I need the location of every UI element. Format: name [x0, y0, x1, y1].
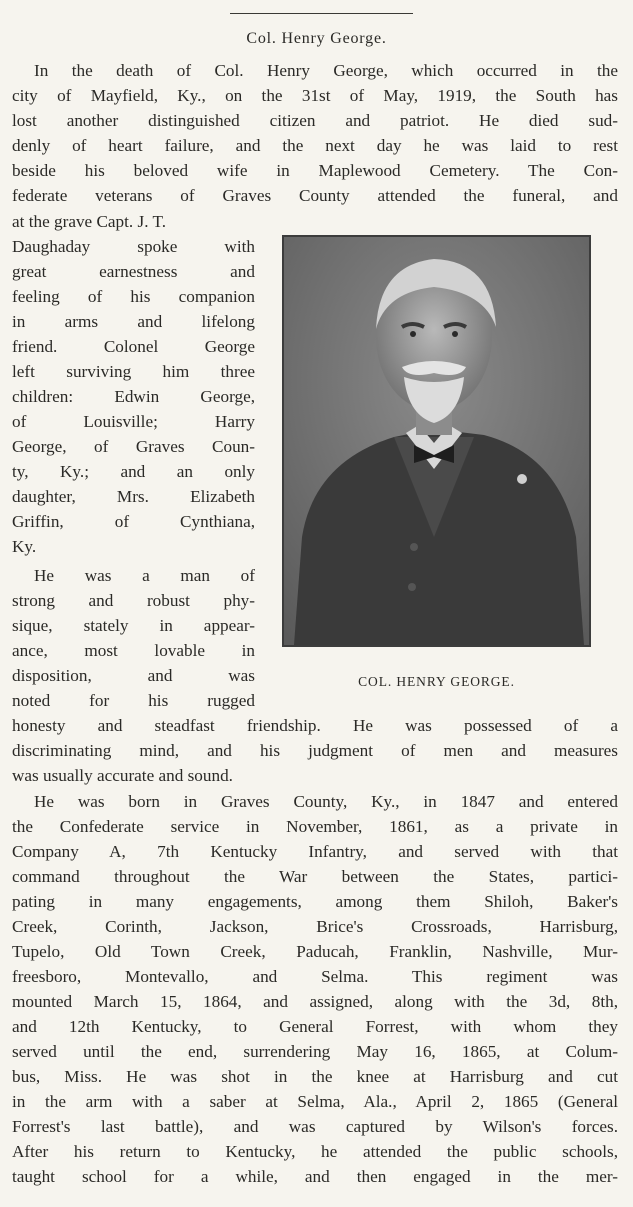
text-line: freesboro, Montevallo, and Selma. This regiment was	[12, 967, 618, 986]
text-line: served until the end, surrendering May 16, 1865, at Colum-	[12, 1042, 618, 1061]
text-line: Tupelo, Old Town Creek, Paducah, Franklin, Nashville, Mur-	[12, 942, 618, 961]
text-line: discriminating mind, and his judgment of men and measures	[12, 741, 618, 760]
text-line: disposition, and was	[12, 666, 255, 685]
text-line: Creek, Corinth, Jackson, Brice's Crossroads, Harrisburg,	[12, 917, 618, 936]
text-line: sique, stately in appear-	[12, 616, 255, 635]
text-line: ance, most lovable in	[12, 641, 255, 660]
photo-caption: COL. HENRY GEORGE.	[358, 674, 515, 689]
text-line: left surviving him three	[12, 362, 255, 381]
text-line: Ky.	[12, 537, 37, 556]
text-line: noted for his rugged	[12, 691, 255, 710]
text-line: city of Mayfield, Ky., on the 31st of May, 1919, the South has	[12, 86, 618, 105]
text-line: in the arm with a saber at Selma, Ala., April 2, 1865 (General	[12, 1092, 618, 1111]
text-line: Forrest's last battle), and was captured by Wilson's forces.	[12, 1117, 618, 1136]
text-line: daughter, Mrs. Elizabeth	[12, 487, 255, 506]
portrait-photo	[282, 235, 591, 647]
text-line: great earnestness and	[12, 262, 255, 281]
text-line: denly of heart failure, and the next day he was laid to rest	[12, 136, 618, 155]
text-line: friend. Colonel George	[12, 337, 255, 356]
text-line: bus, Miss. He was shot in the knee at Harrisburg and cut	[12, 1067, 618, 1086]
text-line: mounted March 15, 1864, and assigned, along with the 3d, 8th,	[12, 992, 618, 1011]
text-line: In the death of Col. Henry George, which occurred in the	[34, 61, 618, 80]
text-line: Company A, 7th Kentucky Infantry, and served with that	[12, 842, 618, 861]
text-line: in arms and lifelong	[12, 312, 255, 331]
text-line: was usually accurate and sound.	[12, 766, 233, 785]
article-title: Col. Henry George.	[246, 30, 387, 47]
text-line: taught school for a while, and then engaged in the mer-	[12, 1167, 618, 1186]
text-line: feeling of his companion	[12, 287, 255, 306]
text-line: lost another distinguished citizen and patriot. He died sud-	[12, 111, 618, 130]
text-line: After his return to Kentucky, he attended the public schools,	[12, 1142, 618, 1161]
text-line: the Confederate service in November, 1861, as a private in	[12, 817, 618, 836]
text-line: Daughaday spoke with	[12, 237, 255, 256]
text-line: Griffin, of Cynthiana,	[12, 512, 255, 531]
text-line: He was born in Graves County, Ky., in 1847 and entered	[34, 792, 618, 811]
text-line: He was a man of	[34, 566, 255, 585]
text-line: command throughout the War between the States, partici-	[12, 867, 618, 886]
text-line: and 12th Kentucky, to General Forrest, with whom they	[12, 1017, 618, 1036]
text-line: George, of Graves Coun-	[12, 437, 255, 456]
text-line: beside his beloved wife in Maplewood Cemetery. The Con-	[12, 161, 618, 180]
text-line: honesty and steadfast friendship. He was possessed of a	[12, 716, 618, 735]
text-line: of Louisville; Harry	[12, 412, 255, 431]
text-line: strong and robust phy-	[12, 591, 255, 610]
text-line: children: Edwin George,	[12, 387, 255, 406]
text-line: pating in many engagements, among them Shiloh, Baker's	[12, 892, 618, 911]
text-line: ty, Ky.; and an only	[12, 462, 255, 481]
text-line: at the grave Capt. J. T.	[12, 212, 167, 231]
text-line: federate veterans of Graves County attended the funeral, and	[12, 186, 618, 205]
header-rule	[230, 13, 413, 14]
